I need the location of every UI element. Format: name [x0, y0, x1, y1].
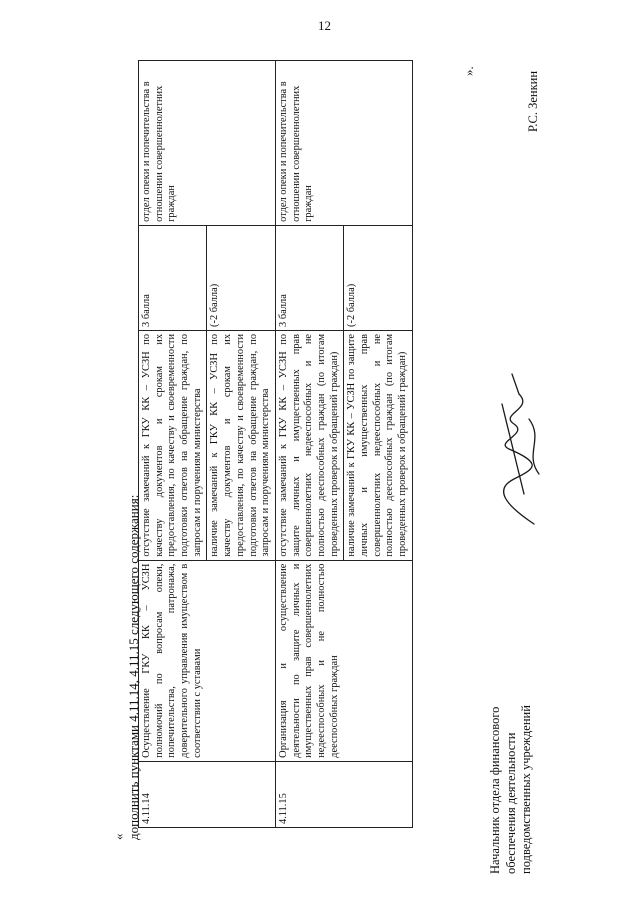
closing-quote: ». [461, 66, 476, 76]
responsible-department: отдел опеки и попечительства в отношении совершеннолетних граждан [275, 61, 412, 226]
opening-quote: « [111, 833, 126, 840]
condition-positive: отсутствие замечаний к ГКУ КК – УСЗН по защите личных и имущественных прав совершеннолетних недееспособных и не полностью дееспособных граждан (по итогам проведенных проверок и обращений граждан) [275, 330, 343, 560]
score-positive: 3 балла [275, 225, 343, 330]
responsible-department: отдел опеки и попечительства в отношении совершеннолетних граждан [139, 61, 276, 226]
condition-positive: отсутствие замечаний к ГКУ КК – УСЗН по качеству документов и срокам их предоставления, по качеству и своевременности подготовки ответов на обращение граждан, по запросам и поручениям министерства [139, 330, 207, 560]
position-line: подведомственных учреждений [519, 705, 534, 874]
signatory-name: Р.С. Зенкин [526, 70, 540, 132]
handwritten-signature [484, 364, 554, 534]
score-positive: 3 балла [139, 225, 207, 330]
indicator-name: Осуществление ГКУ КК – УСЗН полномочий по вопросам опеки, попечительства, патронажа, доверительного управления имуществом в соответствии с уставами [139, 560, 276, 761]
table-row [139, 61, 207, 828]
indicator-name: Организация и осуществление деятельности по защите личных и имущественных прав совершеннолетних недееспособных и не полностью дееспособных граждан [275, 560, 412, 761]
row-number: 4.11.14 [139, 761, 276, 827]
table-row [275, 61, 343, 828]
score-negative: (-2 балла) [344, 225, 412, 330]
position-line: Начальник отдела финансового [488, 706, 502, 874]
page-number: 12 [318, 18, 331, 33]
position-line: обеспечения деятельности [503, 732, 518, 874]
intro-text: дополнить пунктами 4.11.14, 4.11.15 следующего содержания: [126, 494, 141, 840]
row-number: 4.11.15 [275, 761, 412, 827]
criteria-table [138, 60, 413, 828]
condition-negative: наличие замечаний к ГКУ КК – УСЗН по защите личных и имущественных прав совершеннолетних недееспособных и не полностью дееспособных граждан (по итогам проведенных проверок и обращений граждан) [344, 330, 412, 560]
signatory-position [488, 705, 535, 874]
score-negative: (-2 балла) [207, 225, 275, 330]
condition-negative: наличие замечаний к ГКУ КК – УСЗН по качеству документов и срокам их предоставления, по качеству и своевременности подготовки ответов на обращение граждан, по запросам и поручениям министерства [207, 330, 275, 560]
